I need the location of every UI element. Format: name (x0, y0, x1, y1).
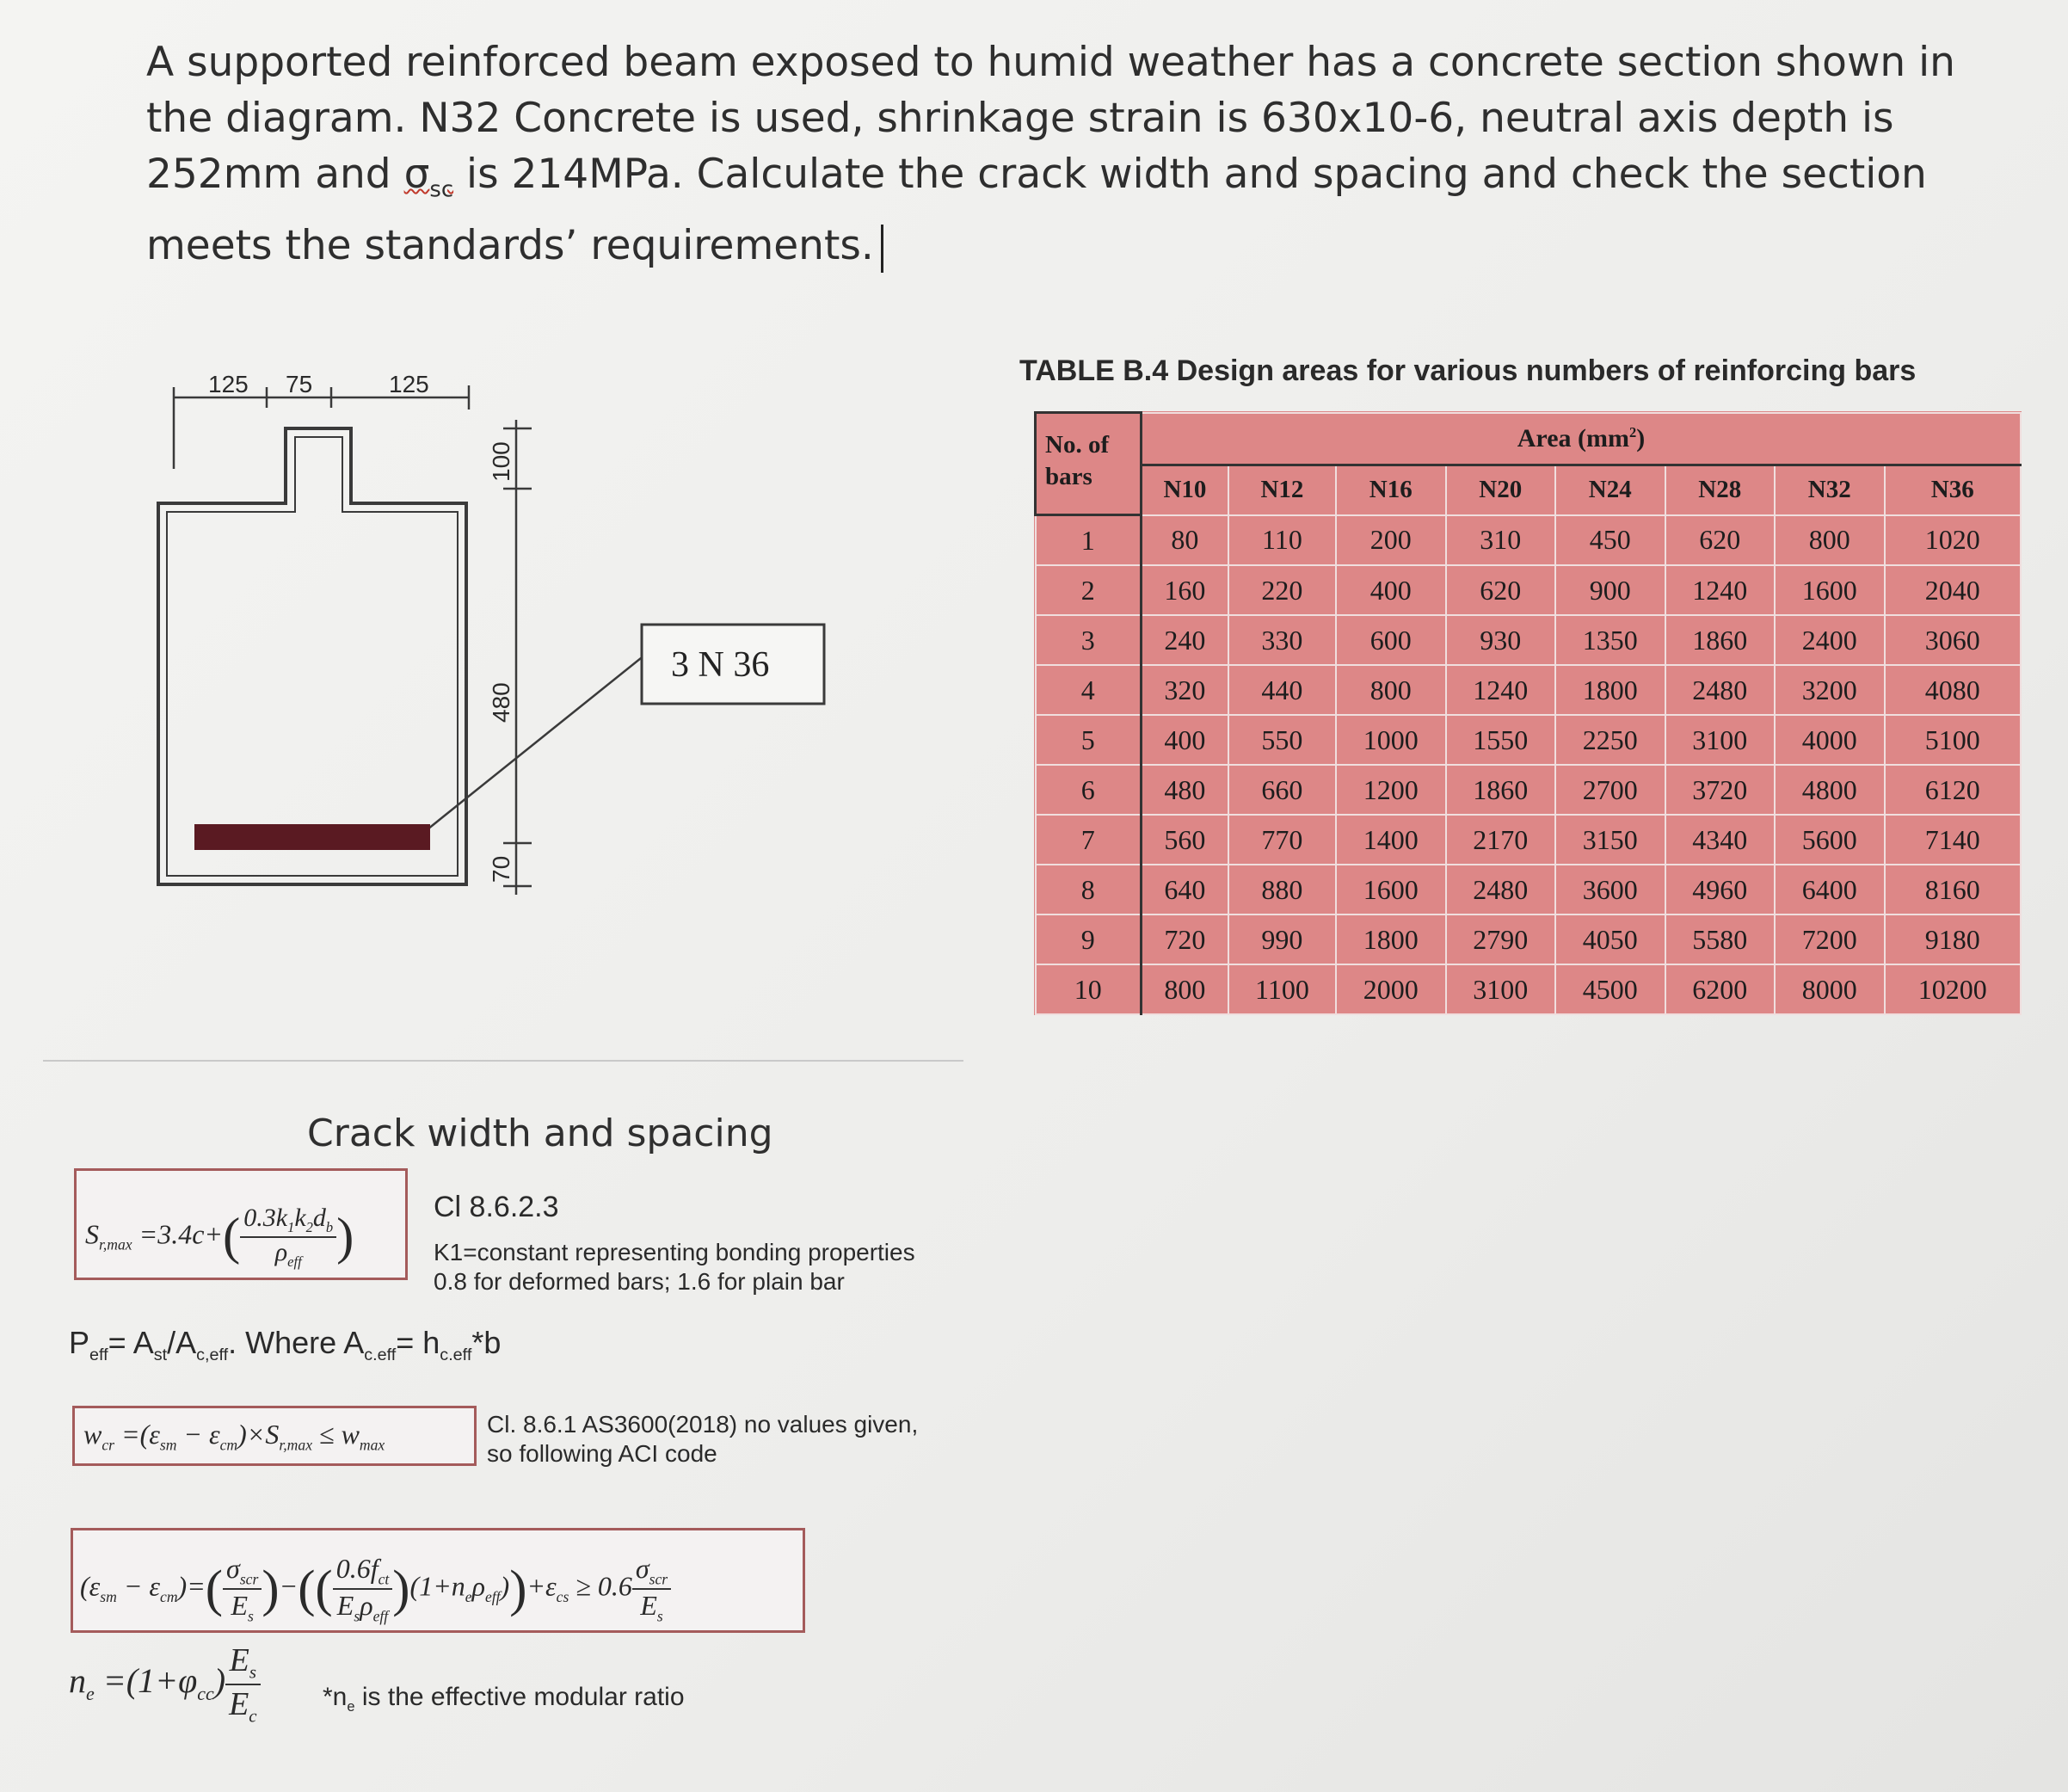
area-cell: 2000 (1336, 964, 1446, 1014)
header-size-n10: N10 (1142, 465, 1228, 515)
beam-section-diagram (155, 361, 895, 912)
table-row (1036, 615, 2022, 665)
table-row (1036, 964, 2022, 1014)
area-cell: 800 (1142, 964, 1228, 1014)
area-cell: 640 (1142, 865, 1228, 914)
header-size-n24: N24 (1555, 465, 1665, 515)
area-cell: 8160 (1885, 865, 2021, 914)
table-row (1036, 765, 2022, 815)
dim-label-75: 75 (286, 371, 313, 397)
dim-label-480: 480 (488, 682, 514, 723)
area-cell: 4050 (1555, 914, 1665, 964)
peff-sub-heff: c.eff (440, 1346, 472, 1365)
area-cell: 1800 (1336, 914, 1446, 964)
area-cell: 3150 (1555, 815, 1665, 865)
peff-end: *b (471, 1325, 502, 1360)
area-cell: 4080 (1885, 665, 2021, 715)
dim-label-125-left: 125 (208, 371, 249, 397)
area-cell: 80 (1142, 515, 1228, 566)
dim-label-70: 70 (488, 855, 514, 883)
divider-line (43, 1060, 963, 1062)
bar-count-cell: 10 (1036, 964, 1142, 1014)
header-size-n32: N32 (1775, 465, 1885, 515)
bar-count-cell: 4 (1036, 665, 1142, 715)
question-line-4 (146, 218, 1867, 274)
area-cell: 3600 (1555, 865, 1665, 914)
peff-p: P (69, 1325, 90, 1360)
k1-note-line2: 0.8 for deformed bars; 1.6 for plain bar (434, 1268, 845, 1295)
area-cell: 3100 (1665, 715, 1776, 765)
table-row (1036, 715, 2022, 765)
area-cell: 880 (1228, 865, 1336, 914)
area-cell: 4000 (1775, 715, 1885, 765)
beam-outline (158, 428, 466, 884)
area-cell: 560 (1142, 815, 1228, 865)
table-row (1036, 914, 2022, 964)
peff-sub-ceff: c,eff (196, 1346, 229, 1365)
area-cell: 1020 (1885, 515, 2021, 566)
table-row (1036, 865, 2022, 914)
area-cell: 2400 (1775, 615, 1885, 665)
peff-eq: = A (108, 1325, 154, 1360)
sigma-sc-symbol (403, 151, 454, 203)
area-cell: 7200 (1775, 914, 1885, 964)
area-cell: 800 (1336, 665, 1446, 715)
reinforcement-bar (194, 824, 430, 850)
header-size-n16: N16 (1336, 465, 1446, 515)
ne-formula: $n_e =(1+\varphi_{cc})$ $\frac{E_s}{E_c}$ (69, 1641, 261, 1727)
area-cell: 10200 (1885, 964, 2021, 1014)
area-cell: 1350 (1555, 615, 1665, 665)
srmax-clause: Cl 8.6.2.3 (434, 1191, 559, 1223)
bar-count-cell: 9 (1036, 914, 1142, 964)
header-size-n20: N20 (1446, 465, 1556, 515)
area-cell: 2250 (1555, 715, 1665, 765)
area-cell: 6200 (1665, 964, 1776, 1014)
bar-count-cell: 8 (1036, 865, 1142, 914)
area-cell: 5100 (1885, 715, 2021, 765)
strain-difference-formula: $(\varepsilon_{sm} - \varepsilon_{cm})=$( $\frac{\sigma_{scr}}{E_s}$ )−(( $\frac{0.6f_{ct}}{E_s\rho_{eff}}$ )$(1+n_e\rho_{eff}))+\varepsilon_{cs} \ge 0.6$ $\frac{\sigma_{scr}}{E_s}$ (71, 1528, 805, 1633)
header-size-n28: N28 (1665, 465, 1776, 515)
area-cell: 1550 (1446, 715, 1556, 765)
area-cell: 800 (1775, 515, 1885, 566)
ne-note (323, 1683, 685, 1715)
area-cell: 620 (1665, 515, 1776, 566)
area-cell: 8000 (1775, 964, 1885, 1014)
area-cell: 220 (1228, 565, 1336, 615)
bar-count-cell: 1 (1036, 515, 1142, 566)
area-cell: 4960 (1665, 865, 1776, 914)
area-cell: 990 (1228, 914, 1336, 964)
area-cell: 550 (1228, 715, 1336, 765)
peff-slash: /A (167, 1325, 197, 1360)
peff-definition (69, 1325, 501, 1365)
bar-count-cell: 6 (1036, 765, 1142, 815)
area-cell: 240 (1142, 615, 1228, 665)
header-no-of-bars-line1: No. of (1045, 431, 1110, 459)
area-cell: 930 (1446, 615, 1556, 665)
area-cell: 4500 (1555, 964, 1665, 1014)
area-cell: 400 (1336, 565, 1446, 615)
bar-count-cell: 7 (1036, 815, 1142, 865)
srmax-formula: $S_{r,max} =3.4c+$( $\frac{0.3k_1k_2d_b}{\rho_{eff}}$ ) (74, 1168, 408, 1280)
peff-eq2: = h (396, 1325, 440, 1360)
header-area-sup: 2 (1628, 423, 1637, 440)
area-cell: 1000 (1336, 715, 1446, 765)
peff-sub-ceff2: c.eff (364, 1346, 397, 1365)
area-cell: 620 (1446, 565, 1556, 615)
area-cell: 1600 (1775, 565, 1885, 615)
area-cell: 660 (1228, 765, 1336, 815)
question-line-3-pre: 252mm and (146, 151, 404, 198)
area-cell: 1200 (1336, 765, 1446, 815)
table-row (1036, 665, 2022, 715)
area-cell: 4800 (1775, 765, 1885, 815)
area-cell: 160 (1142, 565, 1228, 615)
area-cell: 900 (1555, 565, 1665, 615)
question-line-1: A supported reinforced beam exposed to humid weather has a concrete section shown in (146, 39, 1955, 86)
area-cell: 480 (1142, 765, 1228, 815)
table-row (1036, 515, 2022, 566)
area-cell: 310 (1446, 515, 1556, 566)
area-cell: 1860 (1665, 615, 1776, 665)
area-cell: 3720 (1665, 765, 1776, 815)
area-cell: 2790 (1446, 914, 1556, 964)
area-cell: 720 (1142, 914, 1228, 964)
area-cell: 1860 (1446, 765, 1556, 815)
k1-note-line1: K1=constant representing bonding properties (434, 1239, 915, 1265)
area-cell: 2040 (1885, 565, 2021, 615)
peff-sub-st: st (153, 1346, 168, 1365)
area-cell: 2700 (1555, 765, 1665, 815)
wcr-note-line1: Cl. 8.6.1 AS3600(2018) no values given, (487, 1411, 919, 1438)
header-size-n12: N12 (1228, 465, 1336, 515)
peff-sub-eff: eff (89, 1346, 108, 1365)
bar-size-header-row (1036, 465, 2022, 515)
question-line-2: the diagram. N32 Concrete is used, shrinkage strain is 630x10-6, neutral axis depth is (146, 95, 1894, 142)
area-cell: 7140 (1885, 815, 2021, 865)
area-cell: 5600 (1775, 815, 1885, 865)
table-row (1036, 815, 2022, 865)
area-cell: 400 (1142, 715, 1228, 765)
wcr-formula: $w_{cr} =(\varepsilon_{sm} - \varepsilon_{cm})\times S_{r,max} \le w_{max}$ (72, 1406, 477, 1466)
header-area-text: Area (mm (1517, 423, 1629, 453)
area-cell: 1240 (1446, 665, 1556, 715)
area-cell: 200 (1336, 515, 1446, 566)
area-cell: 6120 (1885, 765, 2021, 815)
area-cell: 440 (1228, 665, 1336, 715)
bar-count-cell: 2 (1036, 565, 1142, 615)
header-no-of-bars-line2: bars (1045, 463, 1092, 490)
sigma-subscript: sc (429, 176, 454, 203)
area-cell: 6400 (1775, 865, 1885, 914)
area-cell: 450 (1555, 515, 1665, 566)
ne-note-sub: e (347, 1699, 355, 1715)
area-cell: 320 (1142, 665, 1228, 715)
area-cell: 1100 (1228, 964, 1336, 1014)
area-cell: 2480 (1446, 865, 1556, 914)
area-cell: 3060 (1885, 615, 2021, 665)
area-cell: 770 (1228, 815, 1336, 865)
header-area-close: ) (1636, 423, 1646, 453)
question-line-3-post: is 214MPa. Calculate the crack width and spacing and check the section (453, 151, 1927, 198)
dim-label-100: 100 (488, 441, 514, 482)
area-cell: 2480 (1665, 665, 1776, 715)
dim-label-125-right: 125 (389, 371, 429, 397)
area-cell: 1600 (1336, 865, 1446, 914)
area-cell: 3100 (1446, 964, 1556, 1014)
bar-count-cell: 3 (1036, 615, 1142, 665)
area-cell: 1400 (1336, 815, 1446, 865)
ne-note-pre: *n (323, 1683, 348, 1711)
peff-where: . Where A (228, 1325, 365, 1360)
area-cell: 330 (1228, 615, 1336, 665)
area-cell: 1800 (1555, 665, 1665, 715)
ne-note-post: is the effective modular ratio (354, 1683, 685, 1711)
header-area (1142, 413, 2022, 465)
sigma-char: σ (403, 151, 430, 198)
question-line-3 (146, 146, 1927, 218)
header-no-of-bars (1036, 413, 1142, 515)
header-size-n36: N36 (1885, 465, 2021, 515)
table-title: TABLE B.4 Design areas for various numbers of reinforcing bars (1019, 354, 1917, 387)
wcr-note-line2: so following ACI code (487, 1440, 717, 1467)
bar-label: 3 N 36 (671, 645, 770, 685)
area-cell: 3200 (1775, 665, 1885, 715)
bar-area-table (1034, 411, 2022, 1015)
area-cell: 600 (1336, 615, 1446, 665)
area-cell: 110 (1228, 515, 1336, 566)
crack-heading: Crack width and spacing (307, 1112, 773, 1155)
area-cell: 4340 (1665, 815, 1776, 865)
area-cell: 5580 (1665, 914, 1776, 964)
question-text (146, 34, 1955, 274)
area-cell: 2170 (1446, 815, 1556, 865)
table-row (1036, 565, 2022, 615)
area-cell: 9180 (1885, 914, 2021, 964)
area-cell: 1240 (1665, 565, 1776, 615)
question-line-4-text: meets the standards’ requirements. (146, 222, 874, 270)
text-cursor (881, 225, 883, 273)
bar-count-cell: 5 (1036, 715, 1142, 765)
